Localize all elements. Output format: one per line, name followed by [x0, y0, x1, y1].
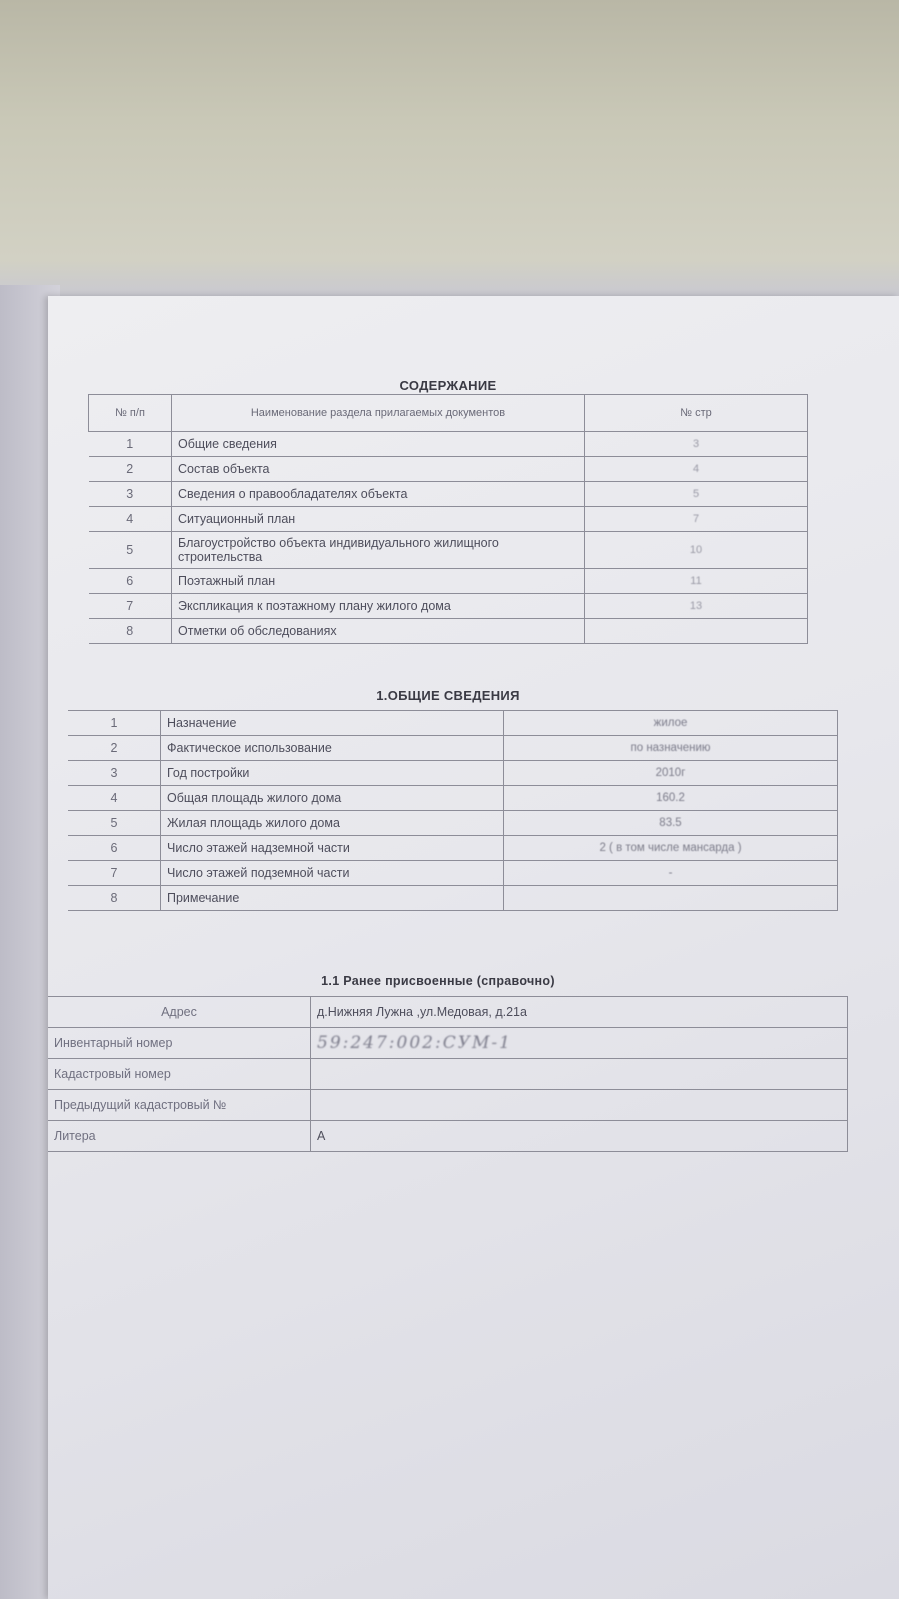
toc-row-name: Экспликация к поэтажному плану жилого дома [172, 594, 585, 619]
table-row [48, 997, 848, 1028]
general-row-value: 2 ( в том числе мансарда ) [504, 836, 838, 861]
previous-row-value: А [311, 1121, 848, 1152]
general-row-value: 2010г [504, 761, 838, 786]
previous-row-label: Адрес [48, 997, 311, 1028]
table-row [89, 457, 808, 482]
previous-row-value [311, 1090, 848, 1121]
general-row-number: 2 [68, 736, 161, 761]
toc-header-number: № п/п [89, 395, 172, 432]
previous-row-value: 59:247:002:СУМ-1 [311, 1028, 848, 1059]
table-row [68, 711, 838, 736]
previous-row-label: Инвентарный номер [48, 1028, 311, 1059]
table-row [89, 532, 808, 569]
general-row-name: Примечание [161, 886, 504, 911]
table-row [68, 786, 838, 811]
general-row-value: 160.2 [504, 786, 838, 811]
table-row [89, 507, 808, 532]
table-row [68, 736, 838, 761]
table-row [48, 1090, 848, 1121]
table-row [89, 482, 808, 507]
toc-row-number: 8 [89, 619, 172, 644]
general-row-number: 5 [68, 811, 161, 836]
previous-table [48, 996, 848, 1152]
toc-row-page: 7 [585, 507, 808, 532]
toc-row-page: 10 [585, 532, 808, 569]
toc-row-name: Отметки об обследованиях [172, 619, 585, 644]
toc-header-name: Наименование раздела прилагаемых документов [172, 395, 585, 432]
general-row-number: 7 [68, 861, 161, 886]
toc-row-name: Состав объекта [172, 457, 585, 482]
table-row [68, 861, 838, 886]
toc-row-number: 4 [89, 507, 172, 532]
general-row-number: 6 [68, 836, 161, 861]
general-row-number: 8 [68, 886, 161, 911]
table-row [68, 811, 838, 836]
previous-row-value: д.Нижняя Лужна ,ул.Медовая, д.21а [311, 997, 848, 1028]
toc-row-page: 5 [585, 482, 808, 507]
toc-row-number: 6 [89, 569, 172, 594]
toc-row-number: 7 [89, 594, 172, 619]
toc-row-name: Сведения о правообладателях объекта [172, 482, 585, 507]
previous-row-label: Предыдущий кадастровый № [48, 1090, 311, 1121]
toc-row-page: 3 [585, 432, 808, 457]
toc-row-number: 2 [89, 457, 172, 482]
general-row-name: Год постройки [161, 761, 504, 786]
general-table [68, 710, 838, 911]
general-row-name: Фактическое использование [161, 736, 504, 761]
general-row-value: - [504, 861, 838, 886]
general-row-number: 1 [68, 711, 161, 736]
general-title: 1.ОБЩИЕ СВЕДЕНИЯ [376, 688, 520, 703]
general-row-value [504, 886, 838, 911]
general-row-name: Число этажей подземной части [161, 861, 504, 886]
toc-row-page: 13 [585, 594, 808, 619]
previous-row-label: Литера [48, 1121, 311, 1152]
general-row-value: жилое [504, 711, 838, 736]
toc-row-name: Благоустройство объекта индивидуального жилищного строительства [172, 532, 585, 569]
table-row [48, 1121, 848, 1152]
table-row [48, 1028, 848, 1059]
previous-title: 1.1 Ранее присвоенные (справочно) [321, 974, 555, 988]
toc-row-name: Общие сведения [172, 432, 585, 457]
previous-row-label: Кадастровый номер [48, 1059, 311, 1090]
toc-row-name: Поэтажный план [172, 569, 585, 594]
table-row [89, 619, 808, 644]
table-row [48, 1059, 848, 1090]
general-row-name: Число этажей надземной части [161, 836, 504, 861]
toc-row-name: Ситуационный план [172, 507, 585, 532]
toc-row-number: 5 [89, 532, 172, 569]
document-page [48, 296, 899, 1599]
general-row-name: Назначение [161, 711, 504, 736]
toc-header-page: № стр [585, 395, 808, 432]
general-row-name: Общая площадь жилого дома [161, 786, 504, 811]
toc-row-page: 11 [585, 569, 808, 594]
general-row-value: по назначению [504, 736, 838, 761]
toc-row-number: 1 [89, 432, 172, 457]
general-row-name: Жилая площадь жилого дома [161, 811, 504, 836]
toc-title: СОДЕРЖАНИЕ [399, 378, 497, 393]
toc-row-page: 4 [585, 457, 808, 482]
general-row-value: 83.5 [504, 811, 838, 836]
toc-table [88, 394, 808, 644]
table-row [68, 836, 838, 861]
table-row [68, 761, 838, 786]
toc-row-number: 3 [89, 482, 172, 507]
table-row [89, 569, 808, 594]
table-row [68, 886, 838, 911]
general-row-number: 3 [68, 761, 161, 786]
table-row [89, 432, 808, 457]
table-row [89, 594, 808, 619]
toc-row-page [585, 619, 808, 644]
previous-row-value [311, 1059, 848, 1090]
general-row-number: 4 [68, 786, 161, 811]
